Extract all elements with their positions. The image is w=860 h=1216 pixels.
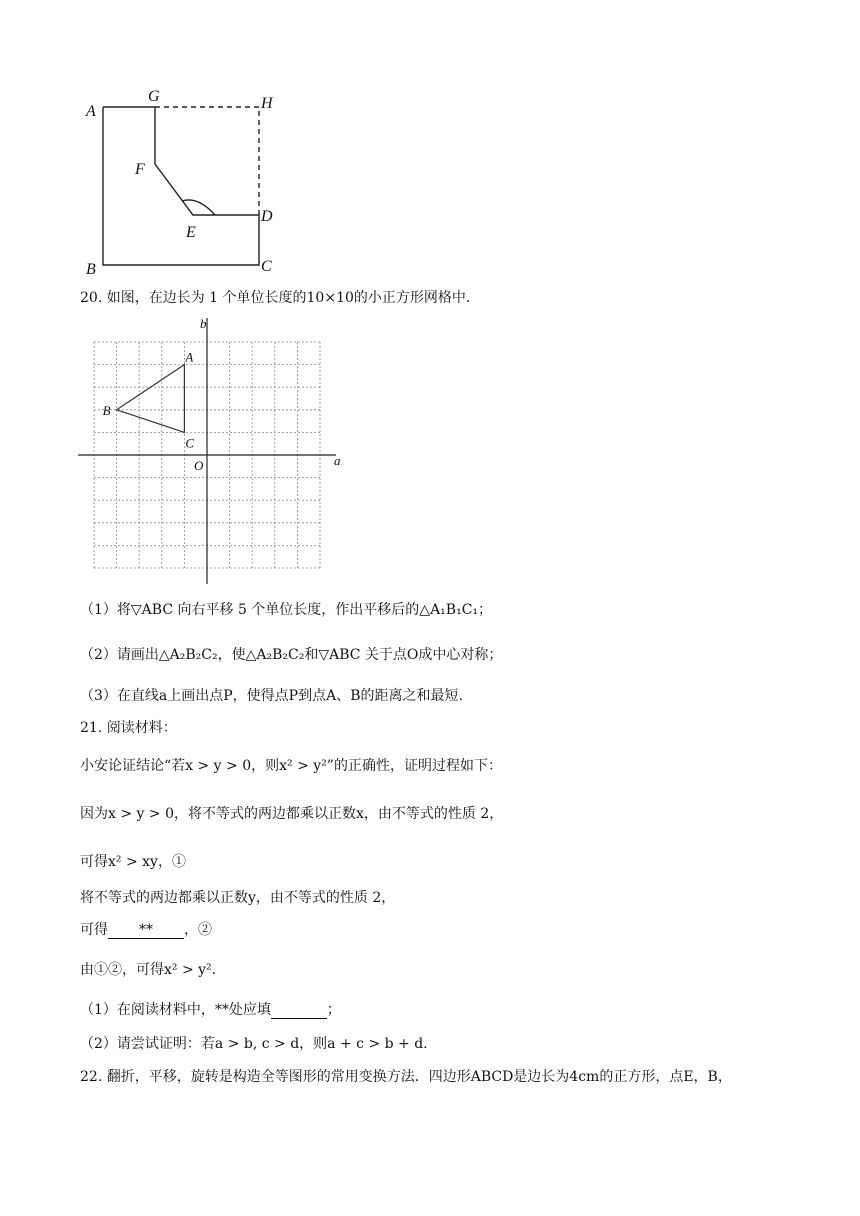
label-e: E	[186, 224, 196, 241]
axis-label-b: b	[200, 316, 207, 331]
label-b: B	[86, 261, 96, 278]
q22-number: 22.	[80, 1069, 103, 1085]
q21-sub1-blank	[271, 1002, 327, 1019]
q21-answer-blank: **	[108, 922, 184, 939]
q21-number: 21.	[80, 720, 103, 736]
q21-p5-suffix: ，②	[184, 922, 212, 938]
grid-label-c: C	[185, 435, 195, 451]
q21-p2: 因为x > y > 0，将不等式的两边都乘以正数x，由不等式的性质 2，	[80, 806, 504, 822]
label-d: D	[261, 208, 273, 225]
grid-label-o: O	[194, 458, 204, 473]
q20-text: 如图，在边长为 1 个单位长度的10×10的小正方形网格中.	[106, 290, 471, 306]
label-a: A	[86, 103, 96, 120]
label-g: G	[148, 88, 160, 105]
triangle-abc	[117, 365, 185, 433]
q21-p5-prefix: 可得	[80, 922, 108, 938]
q20-sub1: （1）将▽ABC 向右平移 5 个单位长度，作出平移后的△A₁B₁C₁；	[80, 602, 493, 618]
q22-text: 翻折，平移，旋转是构造全等图形的常用变换方法．四边形ABCD是边长为4cm的正方形，点E，B，	[106, 1069, 732, 1085]
q21-sub1	[80, 1000, 341, 1020]
q20-sub2: （2）请画出△A₂B₂C₂，使△A₂B₂C₂和▽ABC 关于点O成中心对称；	[80, 647, 503, 663]
q21-header	[80, 718, 177, 738]
q21-sub1-suffix: ；	[326, 1002, 341, 1018]
q21-p6: 由①②，可得x² > y².	[80, 962, 217, 978]
q22-stem	[80, 1067, 732, 1087]
q21-p5	[80, 920, 212, 940]
label-c: C	[261, 258, 272, 275]
q20-stem	[80, 288, 470, 308]
solid-outline	[103, 107, 259, 265]
geometry-figure-square	[80, 84, 300, 280]
q20-sub3: （3）在直线a上画出点P，使得点P到点A、B的距离之和最短.	[80, 688, 463, 704]
label-f: F	[135, 161, 145, 178]
dashed-outline	[155, 107, 259, 215]
q21-title: 阅读材料：	[106, 720, 177, 736]
q21-p1: 小安论证结论“若x > y > 0，则x² > y²”的正确性，证明过程如下：	[80, 758, 502, 774]
q21-p3: 可得x² > xy，①	[80, 854, 186, 870]
coordinate-grid-figure	[70, 312, 350, 588]
q21-sub2: （2）请尝试证明：若a > b, c > d，则a + c > b + d.	[80, 1036, 428, 1052]
q20-number: 20.	[80, 290, 103, 306]
grid-label-b: B	[102, 402, 111, 418]
q21-p4: 将不等式的两边都乘以正数y，由不等式的性质 2，	[80, 890, 396, 906]
q21-sub1-prefix: （1）在阅读材料中，**处应填	[80, 1002, 271, 1018]
label-h: H	[261, 95, 273, 112]
axis-label-a: a	[334, 453, 341, 468]
grid-label-a: A	[185, 349, 194, 365]
